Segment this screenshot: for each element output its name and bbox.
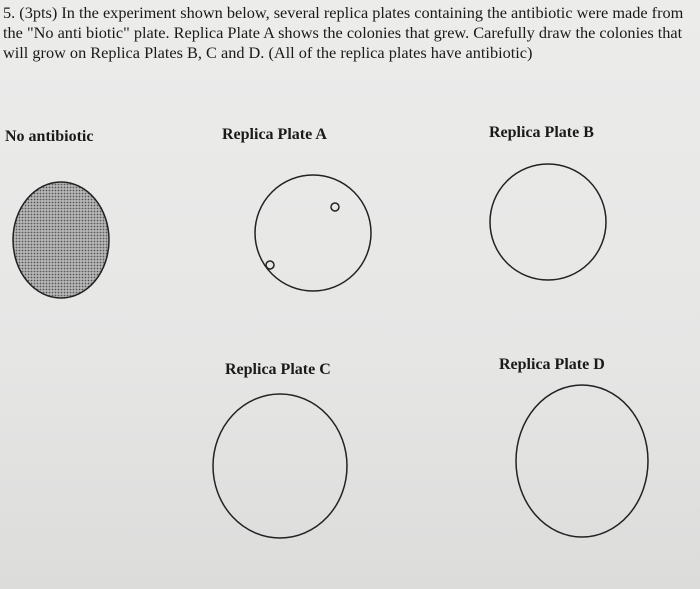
plate-a-colony	[266, 261, 274, 269]
label-plate-c: Replica Plate C	[225, 361, 331, 378]
question-body: In the experiment shown below, several replica plates containing the antibiotic were made from the "No anti biotic" plate. Replica Plate A shows the colonies that grew. Carefully draw the colonies that will grow on Replica Plates B, C and D. (All of the replica plates have antibiotic)	[3, 3, 684, 62]
plate-no-antibiotic	[13, 182, 109, 298]
plate-c	[213, 394, 347, 538]
plate-a	[255, 175, 371, 291]
label-no-antibiotic: No antibiotic	[5, 128, 94, 145]
plate-a-colony	[331, 203, 339, 211]
label-plate-d: Replica Plate D	[499, 356, 605, 373]
plate-b	[490, 164, 606, 280]
label-plate-b: Replica Plate B	[489, 124, 594, 141]
label-plate-a: Replica Plate A	[222, 126, 327, 143]
question-number: 5.	[3, 3, 16, 22]
plate-d	[516, 385, 648, 537]
question-points: (3pts)	[19, 3, 58, 22]
